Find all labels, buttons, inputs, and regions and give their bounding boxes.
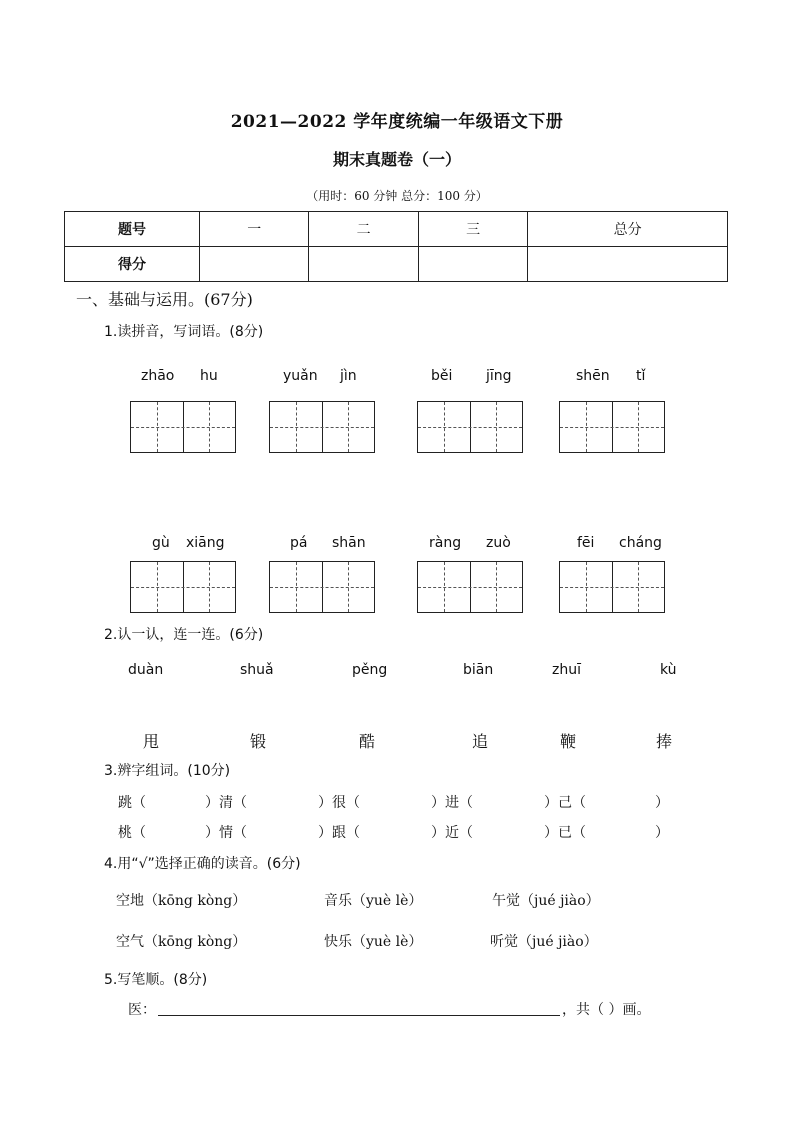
match-character[interactable]: 甩 <box>143 732 160 751</box>
score-input-cell[interactable] <box>200 247 309 282</box>
word-group-item: ） <box>655 795 669 811</box>
match-pinyin[interactable]: duàn <box>128 662 164 678</box>
reading-choice[interactable]: 快乐（yuè lè） <box>324 934 423 950</box>
pinyin-label: jīng <box>486 368 512 384</box>
word-group-item: ）己（ <box>544 795 586 811</box>
question-1-prompt: 1.读拼音，写词语。(8分) <box>104 324 264 340</box>
score-input-cell[interactable] <box>309 247 418 282</box>
score-cell: 三 <box>418 212 527 247</box>
pinyin-label: běi <box>431 368 453 384</box>
match-pinyin[interactable]: zhuī <box>552 662 581 678</box>
reading-choice[interactable]: 空气（kōng kòng） <box>116 934 247 950</box>
match-pinyin[interactable]: shuǎ <box>240 662 274 678</box>
match-pinyin[interactable]: biān <box>463 662 494 678</box>
stroke-count-text: ，共（ ）画。 <box>562 1002 651 1018</box>
stroke-order-label: 医： <box>128 1002 156 1018</box>
pinyin-label: shān <box>332 535 366 551</box>
match-character[interactable]: 捧 <box>656 732 673 751</box>
question-3-prompt: 3.辨字组词。(10分) <box>104 763 231 779</box>
score-cell: 得分 <box>65 247 200 282</box>
word-group-item: 跳（ <box>118 795 146 811</box>
reading-choice[interactable]: 听觉（jué jiào） <box>490 934 598 950</box>
score-table-score-row <box>65 247 728 282</box>
exam-subtitle: 期末真题卷（一） <box>332 150 461 169</box>
pinyin-label: zuò <box>486 535 511 551</box>
pinyin-label: jìn <box>340 368 357 384</box>
word-group-item: ）进（ <box>431 795 473 811</box>
score-cell: 一 <box>200 212 309 247</box>
score-input-cell[interactable] <box>528 247 728 282</box>
question-5-prompt: 5.写笔顺。(8分) <box>104 972 208 988</box>
pinyin-label: gù <box>152 535 170 551</box>
writing-grid[interactable] <box>269 561 375 613</box>
pinyin-label: hu <box>200 368 218 384</box>
exam-title: 2021—2022 学年度统编一年级语文下册 <box>230 112 564 132</box>
match-pinyin[interactable]: kù <box>660 662 677 678</box>
word-group-item: 桃（ <box>118 825 146 841</box>
writing-grid[interactable] <box>269 401 375 453</box>
score-table-header-row <box>65 212 728 247</box>
reading-choice[interactable]: 空地（kōng kòng） <box>116 893 247 909</box>
match-character[interactable]: 鞭 <box>560 732 577 751</box>
score-cell: 二 <box>309 212 418 247</box>
question-4-prompt: 4.用“√”选择正确的读音。(6分) <box>104 856 301 872</box>
pinyin-label: yuǎn <box>283 368 318 384</box>
word-group-item: ）情（ <box>205 825 247 841</box>
match-character[interactable]: 锻 <box>250 732 267 751</box>
match-character[interactable]: 追 <box>472 732 489 751</box>
writing-grid[interactable] <box>559 401 665 453</box>
pinyin-label: pá <box>290 535 308 551</box>
word-group-item: ）很（ <box>318 795 360 811</box>
writing-grid[interactable] <box>417 561 523 613</box>
pinyin-label: shēn <box>576 368 610 384</box>
reading-choice[interactable]: 午觉（jué jiào） <box>492 893 600 909</box>
word-group-item: ）跟（ <box>318 825 360 841</box>
score-input-cell[interactable] <box>418 247 527 282</box>
score-table <box>64 211 728 282</box>
word-group-item: ）已（ <box>544 825 586 841</box>
writing-grid[interactable] <box>130 561 236 613</box>
writing-grid[interactable] <box>559 561 665 613</box>
word-group-item: ） <box>655 825 669 841</box>
match-character[interactable]: 酷 <box>359 732 376 751</box>
score-cell: 总分 <box>528 212 728 247</box>
pinyin-label: xiāng <box>186 535 225 551</box>
pinyin-label: fēi <box>577 535 595 551</box>
reading-choice[interactable]: 音乐（yuè lè） <box>324 893 423 909</box>
score-cell: 题号 <box>65 212 200 247</box>
question-2-prompt: 2.认一认，连一连。(6分) <box>104 627 264 643</box>
stroke-order-answer-line[interactable] <box>158 1015 560 1016</box>
pinyin-label: ràng <box>429 535 462 551</box>
pinyin-label: tǐ <box>636 368 646 384</box>
section-heading: 一、基础与运用。(67分) <box>76 290 253 309</box>
word-group-item: ）近（ <box>431 825 473 841</box>
exam-timing: （用时：60 分钟 总分：100 分） <box>306 189 488 203</box>
writing-grid[interactable] <box>417 401 523 453</box>
pinyin-label: zhāo <box>141 368 175 384</box>
pinyin-label: cháng <box>619 535 662 551</box>
match-pinyin[interactable]: pěng <box>352 662 388 678</box>
writing-grid[interactable] <box>130 401 236 453</box>
word-group-item: ）清（ <box>205 795 247 811</box>
